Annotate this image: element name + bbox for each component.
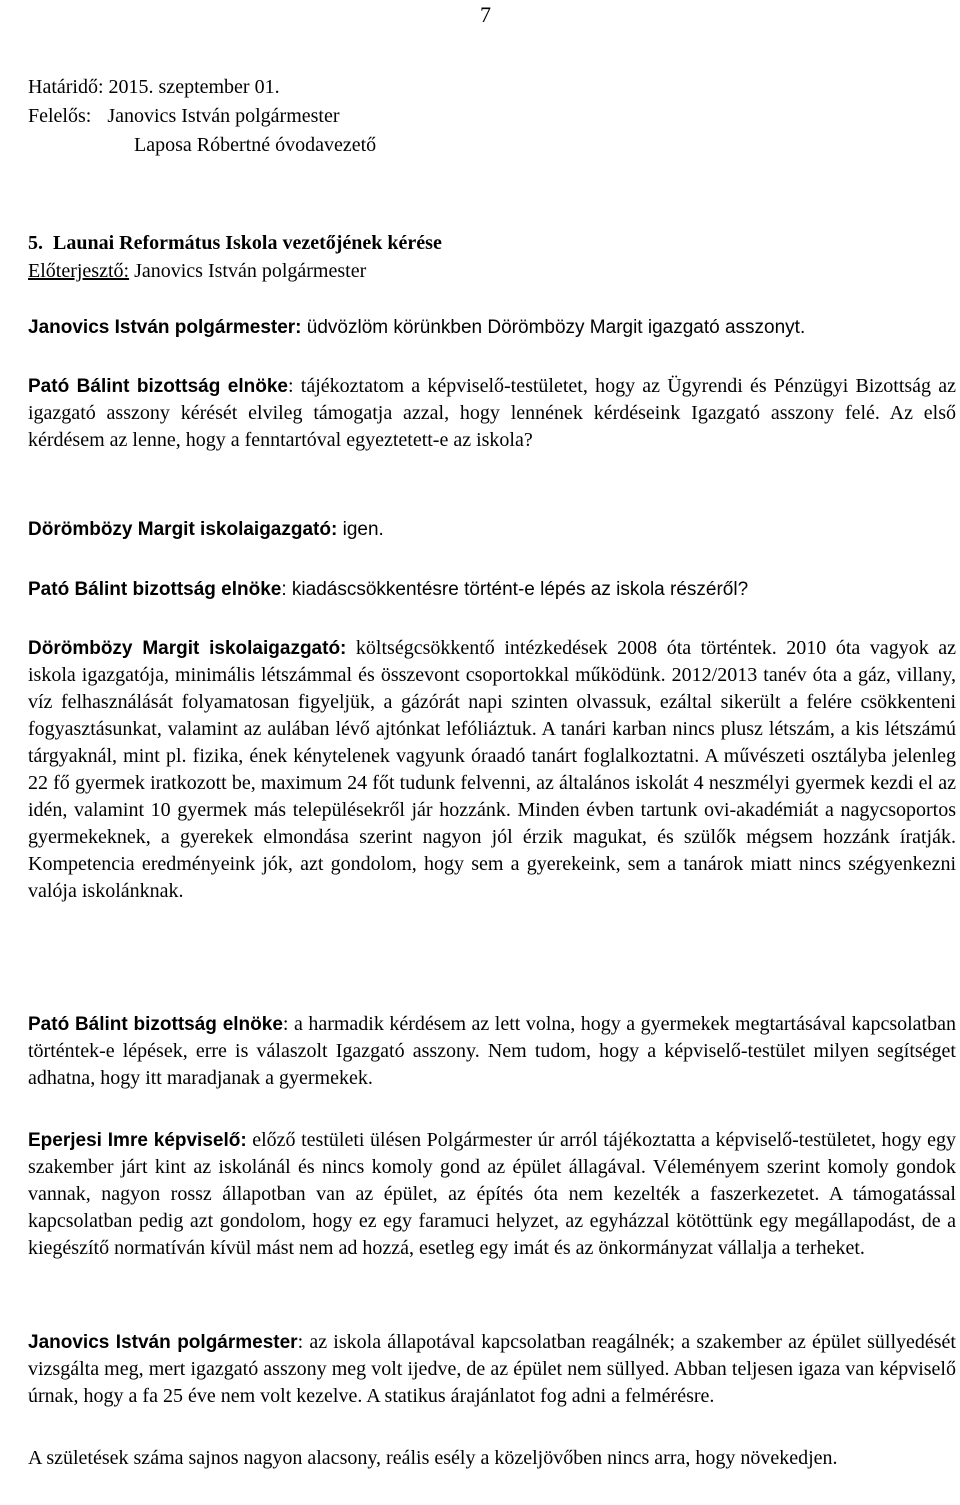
responsible-label: Felelős: xyxy=(28,105,92,127)
speech: igen. xyxy=(337,519,384,540)
speech: előző testületi ülésen Polgármester úr arról tájékoztatta a képviselő-testületet, hogy egy szakember járt kint az iskolánál és nincs komoly gond az épület állagával. Véleményem szerint komoly gondok vannak, nagyon rossz állapotban van az épület, az építés óta nem kezelték a faszerkezetet. A támogatással kapcsolatban pedig azt gondolom, hogy ez egy faramuci helyzet, az egyházzal kötöttünk egy megállapodást, de a kiegészítő normatíván kívül mást nem ad hozzá, esetleg egy imát és az önkormányzat vállalja a terheket. xyxy=(28,1129,956,1259)
paragraph-7 xyxy=(28,1329,956,1410)
paragraph-5 xyxy=(28,1011,956,1092)
speaker: Dörömböz​y Margit iskolaigazgató: xyxy=(28,519,338,540)
speech: : kiadáscsökkentésre történt-e lépés az iskola részéről? xyxy=(281,579,749,600)
responsible-line xyxy=(28,103,340,130)
speaker: Dörömböz​y Margit iskolaigazgató: xyxy=(28,638,347,659)
presenter-name: Janovics István polgármester xyxy=(129,260,367,282)
speech: : a harmadik kérdésem az lett volna, hogy a gyermekek megtartásával kapcsolatban történtek-e lépések, erre is válaszolt Igazgató asszony. Nem tudom, hogy a képviselő-testület milyen segítséget adhatna, hogy itt maradjanak a gyermekek. xyxy=(28,1013,956,1089)
speech: költségcsökkentő intézkedések 2008 óta történtek. 2010 óta vagyok az iskola igazgatója, minimális létszámmal és összevont csoportokkal működünk. 2012/2013 tanév óta a gáz, villany, víz felhasználását folyamatosan figyeljük, a gázórát napi szinten olvassuk, ezáltal sikerült a felére csökkenteni fogyasztásunkat, valamint az aulában lévő ajtónkat lefóliáztuk. A tanári karban nincs plusz létszám, a kis létszámú tárgyaknál, mint pl. fizika, ének kénytelenek vagyunk óraadó tanárt foglalkoztatni. A művészeti osztályba jelenleg 22 fő gyermek iratkozott be, maximum 24 főt tudunk felvenni, az általános iskolát 4 neszmélyi gyermek kezdi el az idén, valamint 10 gyermek más településekről jár hozzánk. Minden évben tartunk ovi-akadémiát a nagycsoportos gyermekeknek, a gyerekek elmondása szerint nagyon jól érzik magukat, és szülők mégsem hozzánk íratják. Kompetencia eredményeink jók, azt gondolom, hogy sem a gyerekeink, sem a tanárok miatt nincs szégyenkezni valója iskolánknak. xyxy=(28,637,956,902)
responsible-name-1: Janovics István polgármester xyxy=(107,105,340,127)
responsible-name-2: Laposa Róbertné óvodavezető xyxy=(134,134,377,156)
speaker: Janovics István polgármester xyxy=(28,1332,298,1353)
speech: : tájékoztatom a képviselő-testületet, hogy az Ügyrendi és Pénzügyi Bizottság az igazgató asszony kérését elvileg támogatja azzal, hogy lennének kérdéseink Igazgató asszony felé. Az első kérdésem az lenne, hogy a fenntartóval egyeztetett-e az iskola? xyxy=(28,375,956,451)
agenda-item-text: Launai Református Iskola vezetőjének kérése xyxy=(53,232,442,254)
speech: : az iskola állapotával kapcsolatban reagálnék; a szakember az épület süllyedését vizsgálta meg, mert igazgató asszony meg volt ijedve, de az épület nem süllyed. Abban teljesen igaza van képviselő úrnak, hogy a fa 25 éve nem volt kezelve. A statikus árajánlatot fog adni a felmérésre. xyxy=(28,1331,956,1407)
speaker: Pató Bálint bizottság elnöke xyxy=(28,1014,283,1035)
speaker: Pató Bálint bizottság elnöke xyxy=(28,579,282,600)
deadline-line: Határidő: 2015. szeptember 01. xyxy=(28,76,280,98)
speaker: Pató Bálint bizottság elnöke xyxy=(28,376,288,397)
paragraph-8 xyxy=(28,1445,956,1472)
agenda-item-number: 5. xyxy=(28,232,43,254)
page-number: 7 xyxy=(480,2,491,27)
speech: üdvözlöm körünkben Dörömböz​y Margit igazgató asszonyt. xyxy=(301,317,806,338)
paragraph-4 xyxy=(28,635,956,905)
speech: A születések száma sajnos nagyon alacsony, reális esély a közeljövőben nincs arra, hogy növekedjen. xyxy=(28,1447,838,1469)
paragraph-3 xyxy=(28,576,956,603)
speaker: Janovics István polgármester: xyxy=(28,317,302,338)
speaker: Eperjesi Imre képviselő: xyxy=(28,1130,247,1151)
presenter-label: Előterjesztő: xyxy=(28,260,130,282)
agenda-item-title xyxy=(28,230,442,257)
presenter-line xyxy=(28,258,366,285)
paragraph-0 xyxy=(28,314,956,341)
paragraph-6 xyxy=(28,1127,956,1262)
paragraph-2 xyxy=(28,516,956,543)
paragraph-1 xyxy=(28,373,956,454)
